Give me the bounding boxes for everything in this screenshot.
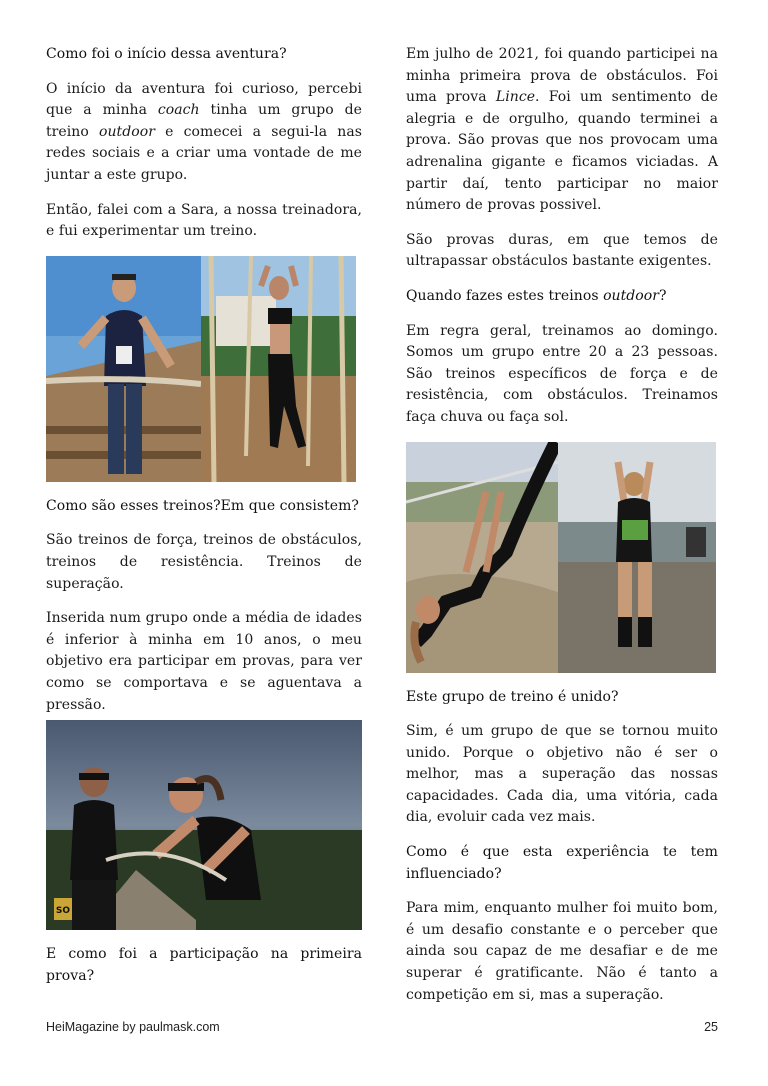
question-first-race: E como foi a participação na primeira prova? bbox=[46, 946, 362, 984]
italic-outdoor: outdoor bbox=[99, 123, 155, 140]
question-group-united: Este grupo de treino é unido? bbox=[406, 688, 619, 705]
photo-race-obstacle bbox=[46, 720, 362, 930]
text-span: Em julho de 2021, foi quando participei na minha primeira prova de obstáculos. Foi uma prova bbox=[406, 46, 718, 106]
answer-group-age: Inserida num grupo onde a média de idades é inferior à minha em 10 anos, o meu objetivo era participar em provas, para ver como se comportava e se aguentava a pressão. bbox=[46, 610, 362, 713]
photo-race-obstacle-image bbox=[46, 720, 362, 930]
photo-rope-training-image bbox=[46, 256, 356, 482]
text-span: e comecei a segui-la nas redes sociais e a criar uma vontade de me juntar a este grupo. bbox=[46, 123, 362, 183]
answer-hard-races: São provas duras, em que temos de ultrapassar obstáculos bastante exigentes. bbox=[406, 231, 718, 270]
italic-outdoor: outdoor bbox=[603, 287, 659, 304]
text-span: ? bbox=[659, 287, 667, 304]
answer-group-united: Sim, é um grupo de que se tornou muito unido. Porque o objetivo não é ser o melhor, mas a superação das nossas capacidades. Cada dia, uma vitória, cada dia, evoluir cada vez mais. bbox=[406, 723, 718, 826]
page-footer bbox=[46, 1020, 718, 1040]
photo-logo-text: SO bbox=[55, 906, 71, 917]
text-span: Quando fazes estes treinos bbox=[406, 287, 604, 304]
page-number: 25 bbox=[704, 1020, 718, 1034]
left-column bbox=[46, 44, 362, 1000]
question-outdoor-when bbox=[406, 286, 718, 308]
answer-beginning bbox=[46, 79, 362, 187]
photo-race-finish bbox=[406, 442, 716, 673]
question-beginning: Como foi o início dessa aventura? bbox=[46, 46, 287, 62]
right-column bbox=[406, 44, 718, 1019]
text-span: O início da aventura foi curioso, percebi que a minha bbox=[46, 80, 362, 119]
text-span: tinha um grupo de treino bbox=[46, 102, 362, 140]
question-training-types: Como são esses treinos?Em que consistem? bbox=[46, 497, 359, 514]
answer-first-race bbox=[406, 44, 718, 217]
answer-training-types: São treinos de força, treinos de obstáculos, treinos de resistência. Treinos de superação. bbox=[46, 532, 362, 592]
answer-outdoor-when: Em regra geral, treinamos ao domingo. Somos um grupo entre 20 a 23 pessoas. São treinos específicos de força e de resistência, com obstáculos. Treinamos faça chuva ou faça sol. bbox=[406, 322, 718, 425]
answer-influence: Para mim, enquanto mulher foi muito bom, é um desafio constante e o perceber que ainda sou capaz de me desafiar e de me superar é gratificante. Não é tanto a competição em si, mas a superação. bbox=[406, 900, 718, 1003]
photo-race-finish-image bbox=[406, 442, 716, 673]
text-span: . Foi um sentimento de alegria e de orgulho, quando terminei a prova. São provas que nos provocam uma adrenalina gigante e ficamos viciadas. A partir daí, tento participar no maior número de provas possivel. bbox=[406, 89, 718, 214]
photo-rope-training bbox=[46, 256, 356, 482]
italic-coach: coach bbox=[157, 102, 200, 119]
question-influence: Como é que esta experiência te tem influenciado? bbox=[406, 844, 718, 882]
answer-trainer: Então, falei com a Sara, a nossa treinadora, e fui experimentar um treino. bbox=[46, 201, 362, 240]
publication-name: HeiMagazine by paulmask.com bbox=[46, 1020, 220, 1034]
italic-lince: Lince bbox=[495, 89, 536, 106]
